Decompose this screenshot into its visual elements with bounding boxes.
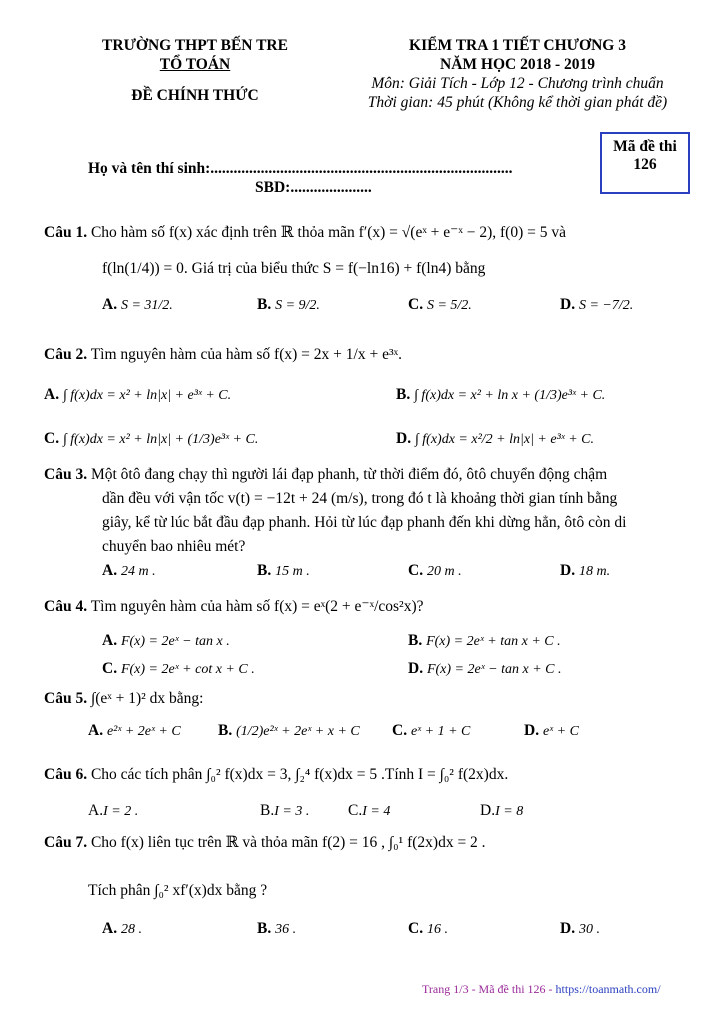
question-3: Câu 3. Một ôtô đang chạy thì người lái đạp phanh, từ thời điểm đó, ôtô chuyển động chậm [44, 466, 608, 483]
q1-option-c: C. S = 5/2. [408, 296, 472, 313]
footer-text: Trang 1/3 - Mã đề thi 126 - [422, 982, 556, 996]
question-7-line2: Tích phân ∫₀² xf′(x)dx bằng ? [88, 882, 268, 899]
department-name: TỔ TOÁN [159, 56, 231, 73]
question-3-line4: chuyển bao nhiêu mét? [102, 538, 246, 555]
official-label: ĐỀ CHÍNH THỨC [131, 87, 259, 104]
exam-code-value: 126 [633, 156, 657, 173]
page-footer [422, 982, 661, 997]
header-right [345, 36, 690, 112]
q2-option-c: C. ∫ f(x)dx = x² + ln|x| + (1/3)e³ˣ + C. [44, 430, 259, 447]
q6-option-c: C.I = 4 [348, 802, 391, 819]
q2-option-a: A. ∫ f(x)dx = x² + ln|x| + e³ˣ + C. [44, 386, 232, 403]
q7-option-b: B. 36 . [257, 920, 297, 937]
question-2: Câu 2. Tìm nguyên hàm của hàm số f(x) = 2x + 1/x + e³ˣ. [44, 346, 402, 363]
school-name: TRƯỜNG THPT BẾN TRE [102, 37, 288, 54]
q3-option-a: A. 24 m . [102, 562, 156, 579]
q5-option-d: D. eˣ + C [524, 722, 579, 739]
q3-option-c: C. 20 m . [408, 562, 462, 579]
q1-option-b: B. S = 9/2. [257, 296, 320, 313]
question-text: Cho hàm số f(x) xác định trên ℝ thỏa mãn f′(x) = √(eˣ + e⁻ˣ − 2), f(0) = 5 và [90, 224, 566, 241]
q4-option-b: B. F(x) = 2eˣ + tan x + C . [408, 632, 561, 649]
q5-option-a: A. e²ˣ + 2eˣ + C [88, 722, 181, 739]
student-name-field: Họ và tên thí sinh:.............................................................................. [88, 160, 513, 177]
question-label: Câu 1. [44, 224, 88, 241]
q6-option-d: D.I = 8 [480, 802, 524, 819]
q3-option-d: D. 18 m. [560, 562, 611, 579]
q2-option-d: D. ∫ f(x)dx = x²/2 + ln|x| + e³ˣ + C. [396, 430, 595, 447]
footer-link[interactable]: https://toanmath.com/ [555, 982, 661, 996]
q6-option-a: A.I = 2 . [88, 802, 139, 819]
exam-code-box [600, 132, 690, 194]
q6-option-b: B.I = 3 . [260, 802, 310, 819]
q4-option-d: D. F(x) = 2eˣ − tan x + C . [408, 660, 562, 677]
question-1-line2: f(ln(1/4)) = 0. Giá trị của biểu thức S = f(−ln16) + f(ln4) bằng [102, 260, 486, 277]
question-6: Câu 6. Cho các tích phân ∫₀² f(x)dx = 3, ∫₂⁴ f(x)dx = 5 .Tính I = ∫₀² f(2x)dx. [44, 766, 509, 783]
question-7: Câu 7. Cho f(x) liên tục trên ℝ và thỏa mãn f(2) = 16 , ∫₀¹ f(2x)dx = 2 . [44, 834, 486, 851]
q2-option-b: B. ∫ f(x)dx = x² + ln x + (1/3)e³ˣ + C. [396, 386, 606, 403]
school-year: NĂM HỌC 2018 - 2019 [440, 56, 595, 73]
question-3-line2: dần đều với vận tốc v(t) = −12t + 24 (m/s), trong đó t là khoảng thời gian tính bằng [102, 490, 618, 507]
q7-option-c: C. 16 . [408, 920, 448, 937]
q4-option-a: A. F(x) = 2eˣ − tan x . [102, 632, 230, 649]
q3-option-b: B. 15 m . [257, 562, 310, 579]
q5-option-b: B. (1/2)e²ˣ + 2eˣ + x + C [218, 722, 360, 739]
spacer [70, 74, 320, 86]
subject-line: Môn: Giải Tích - Lớp 12 - Chương trình chuẩn [371, 75, 664, 92]
question-4: Câu 4. Tìm nguyên hàm của hàm số f(x) = eˣ(2 + e⁻ˣ/cos²x)? [44, 598, 424, 615]
q1-option-d: D. S = −7/2. [560, 296, 634, 313]
header-left [70, 36, 320, 105]
question-1 [44, 222, 689, 244]
time-line: Thời gian: 45 phút (Không kể thời gian phát đề) [367, 94, 668, 111]
q5-option-c: C. eˣ + 1 + C [392, 722, 471, 739]
student-sbd-field: SBD:..................... [255, 179, 372, 196]
question-5: Câu 5. ∫(eˣ + 1)² dx bằng: [44, 690, 204, 707]
exam-title: KIỂM TRA 1 TIẾT CHƯƠNG 3 [409, 37, 626, 54]
q7-option-a: A. 28 . [102, 920, 142, 937]
question-3-line3: giây, kể từ lúc bắt đầu đạp phanh. Hỏi từ lúc đạp phanh đến khi dừng hẳn, ôtô còn di [102, 514, 627, 531]
q1-option-a: A. S = 31/2. [102, 296, 173, 313]
exam-code-label: Mã đề thi [613, 138, 677, 155]
q7-option-d: D. 30 . [560, 920, 600, 937]
q4-option-c: C. F(x) = 2eˣ + cot x + C . [102, 660, 255, 677]
